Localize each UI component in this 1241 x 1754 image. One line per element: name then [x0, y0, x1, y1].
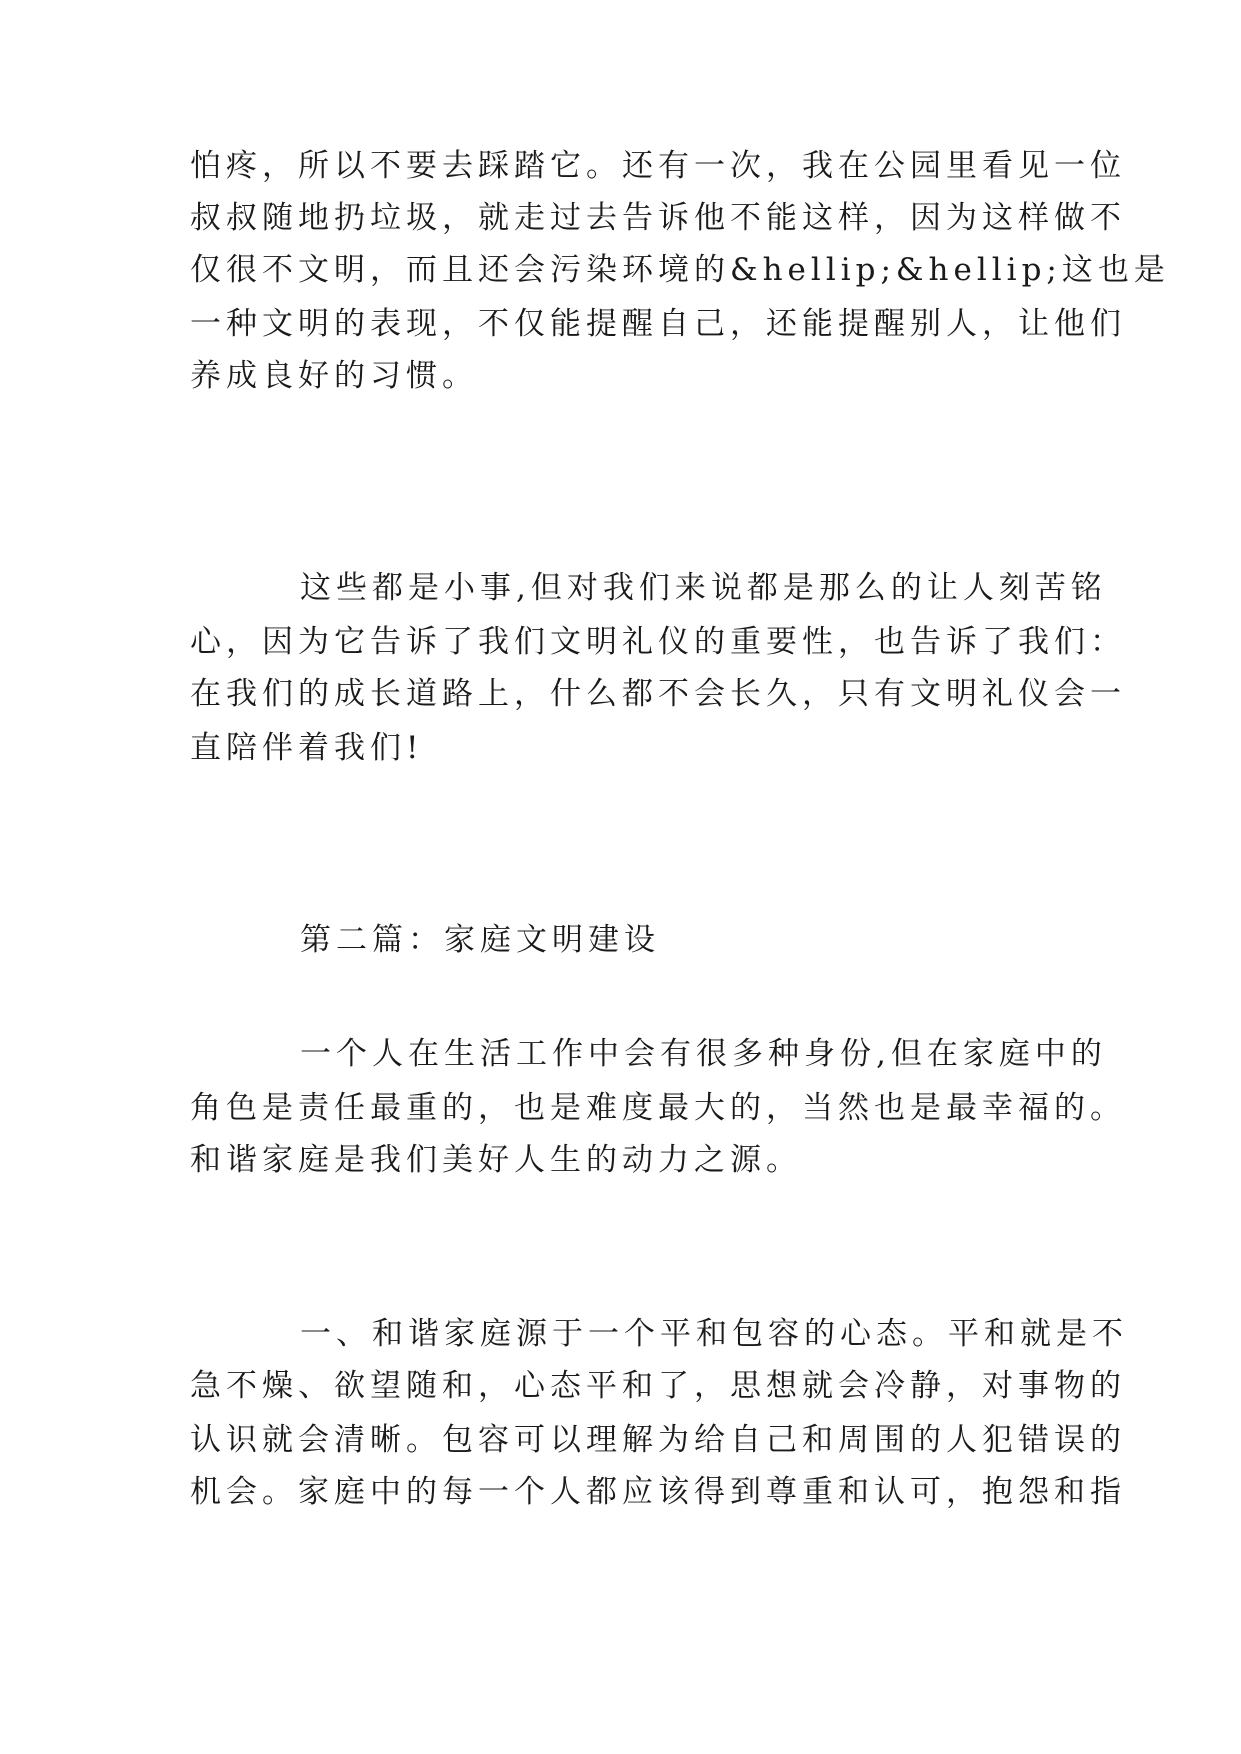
paragraph-4-line-3: 认识就会清晰。包容可以理解为给自己和周围的人犯错误的 [190, 1422, 1126, 1458]
paragraph-1-line-2: 叔叔随地扔垃圾，就走过去告诉他不能这样，因为这样做不 [190, 200, 1126, 236]
paragraph-3-line-1: 一个人在生活工作中会有很多种身份,但在家庭中的 [300, 1036, 1107, 1072]
paragraph-2-line-1: 这些都是小事,但对我们来说都是那么的让人刻苦铭 [300, 570, 1107, 606]
paragraph-1-line-3: 仅很不文明，而且还会污染环境的&hellip;&hellip;这也是 [190, 252, 1170, 288]
paragraph-2-line-2: 心，因为它告诉了我们文明礼仪的重要性，也告诉了我们： [190, 624, 1126, 660]
section-heading: 第二篇：家庭文明建设 [300, 922, 660, 958]
paragraph-4-line-1: 一、和谐家庭源于一个平和包容的心态。平和就是不 [300, 1316, 1128, 1352]
paragraph-2-line-4: 直陪伴着我们! [190, 730, 424, 766]
paragraph-3-line-3: 和谐家庭是我们美好人生的动力之源。 [190, 1142, 802, 1178]
paragraph-4-line-4: 机会。家庭中的每一个人都应该得到尊重和认可，抱怨和指 [190, 1474, 1126, 1510]
paragraph-1-line-4: 一种文明的表现，不仅能提醒自己，还能提醒别人，让他们 [190, 306, 1126, 342]
paragraph-1-line-1: 怕疼，所以不要去踩踏它。还有一次，我在公园里看见一位 [190, 148, 1126, 184]
paragraph-2-line-3: 在我们的成长道路上，什么都不会长久，只有文明礼仪会一 [190, 676, 1126, 712]
paragraph-4-line-2: 急不燥、欲望随和，心态平和了，思想就会冷静，对事物的 [190, 1368, 1126, 1404]
paragraph-1-line-5: 养成良好的习惯。 [190, 358, 478, 394]
paragraph-3-line-2: 角色是责任最重的，也是难度最大的，当然也是最幸福的。 [190, 1090, 1126, 1126]
